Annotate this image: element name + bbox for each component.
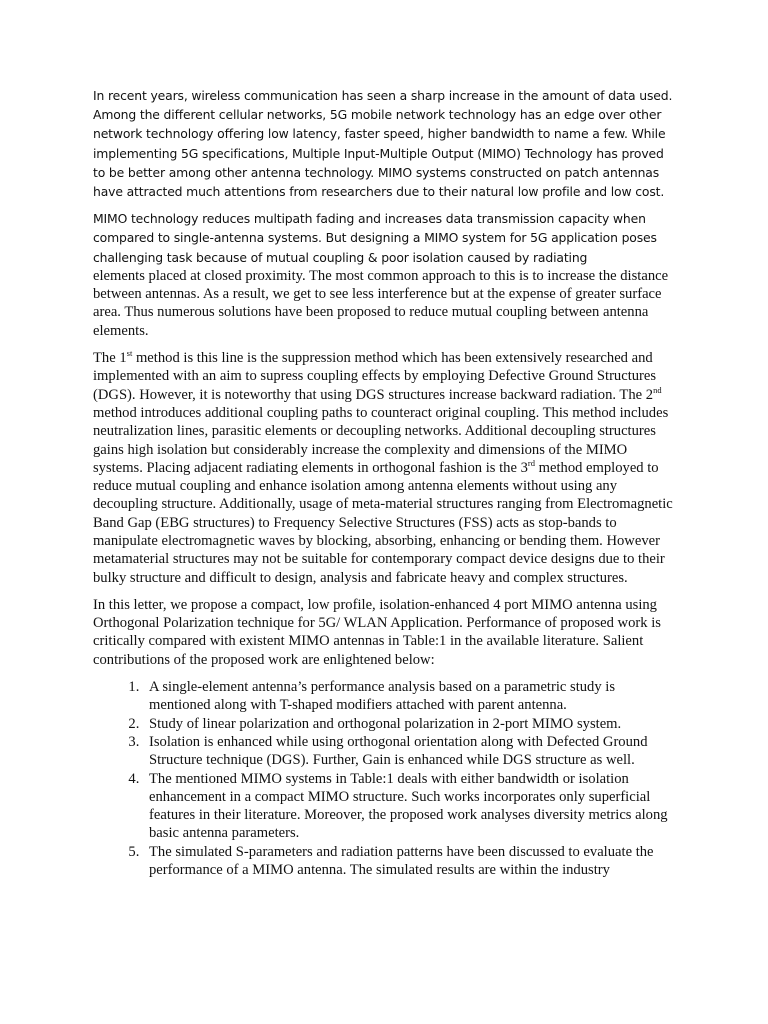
list-item: 3. Isolation is enhanced while using orthogonal orientation along with Defected Ground Structure technique (DGS). Further, Gain is enhanced while DGS structure as well. <box>143 733 678 770</box>
document-page <box>93 86 678 879</box>
list-item: 2. Study of linear polarization and orthogonal polarization in 2-port MIMO system. <box>143 715 678 733</box>
contributions-list <box>93 678 678 879</box>
list-item: 5. The simulated S-parameters and radiation patterns have been discussed to evaluate the performance of a MIMO antenna. The simulated results are within the industry <box>143 843 678 880</box>
paragraph-mimo-sans: MIMO technology reduces multipath fading and increases data transmission capacity when compared to single-antenna systems. But designing a MIMO system for 5G application poses challenging task because of mutual coupling & poor isolation caused by radiating <box>93 211 657 265</box>
paragraph-mimo-serif: elements placed at closed proximity. The most common approach to this is to increase the distance between antennas. As a result, we get to see less interference but at the expense of greater surface area. Thus numerous solutions have been proposed to reduce mutual coupling between antenna elements. <box>93 267 669 339</box>
paragraph-proposal: In this letter, we propose a compact, low profile, isolation-enhanced 4 port MIMO antenna using Orthogonal Polarization technique for 5G/ WLAN Application. Performance of proposed work is critically compared with existent MIMO antennas in Table:1 in the available literature. Salient contributions of the proposed work are enlightened below: <box>93 596 661 668</box>
paragraph-methods: The 1st method is this line is the suppression method which has been extensively researched and implemented with an aim to supress coupling effects by employing Defective Ground Structures (DGS). However, it is noteworthy that using DGS structures increase backward radiation. The 2nd method introduces additional coupling paths to counteract original coupling. This method includes neutralization lines, parasitic elements or decoupling networks. Additional decoupling structures gains high isolation but considerably increase the complexity and dimensions of the MIMO systems. Placing adjacent radiating elements in orthogonal fashion is the 3rd method employed to reduce mutual coupling and enhance isolation among antenna elements without using any decoupling structure. Additionally, usage of meta-material structures ranging from Electromagnetic Band Gap (EBG structures) to Frequency Selective Structures (FSS) acts as stop-bands to manipulate electromagnetic waves by blocking, absorbing, enhancing or bending them. However metamaterial structures may not be suitable for contemporary compact device designs due to their bulky structure and difficult to design, analysis and fabricate heavy and complex structures. <box>93 348 673 586</box>
list-item: 4. The mentioned MIMO systems in Table:1 deals with either bandwidth or isolation enhancement in a compact MIMO structure. Such works incorporates only superficial features in their literature. Moreover, the proposed work analyses diversity metrics along basic antenna parameters. <box>143 770 678 843</box>
paragraph-intro: In recent years, wireless communication has seen a sharp increase in the amount of data used. Among the different cellular networks, 5G mobile network technology has an edge over other network technology offering low latency, faster speed, higher bandwidth to name a few. While implementing 5G specifications, Multiple Input-Multiple Output (MIMO) Technology has proved to be better among other antenna technology. MIMO systems constructed on patch antennas have attracted much attentions from researchers due to their natural low profile and low cost. <box>93 88 673 200</box>
list-item: 1. A single-element antenna’s performance analysis based on a parametric study is mentioned along with T-shaped modifiers attached with parent antenna. <box>143 678 678 715</box>
